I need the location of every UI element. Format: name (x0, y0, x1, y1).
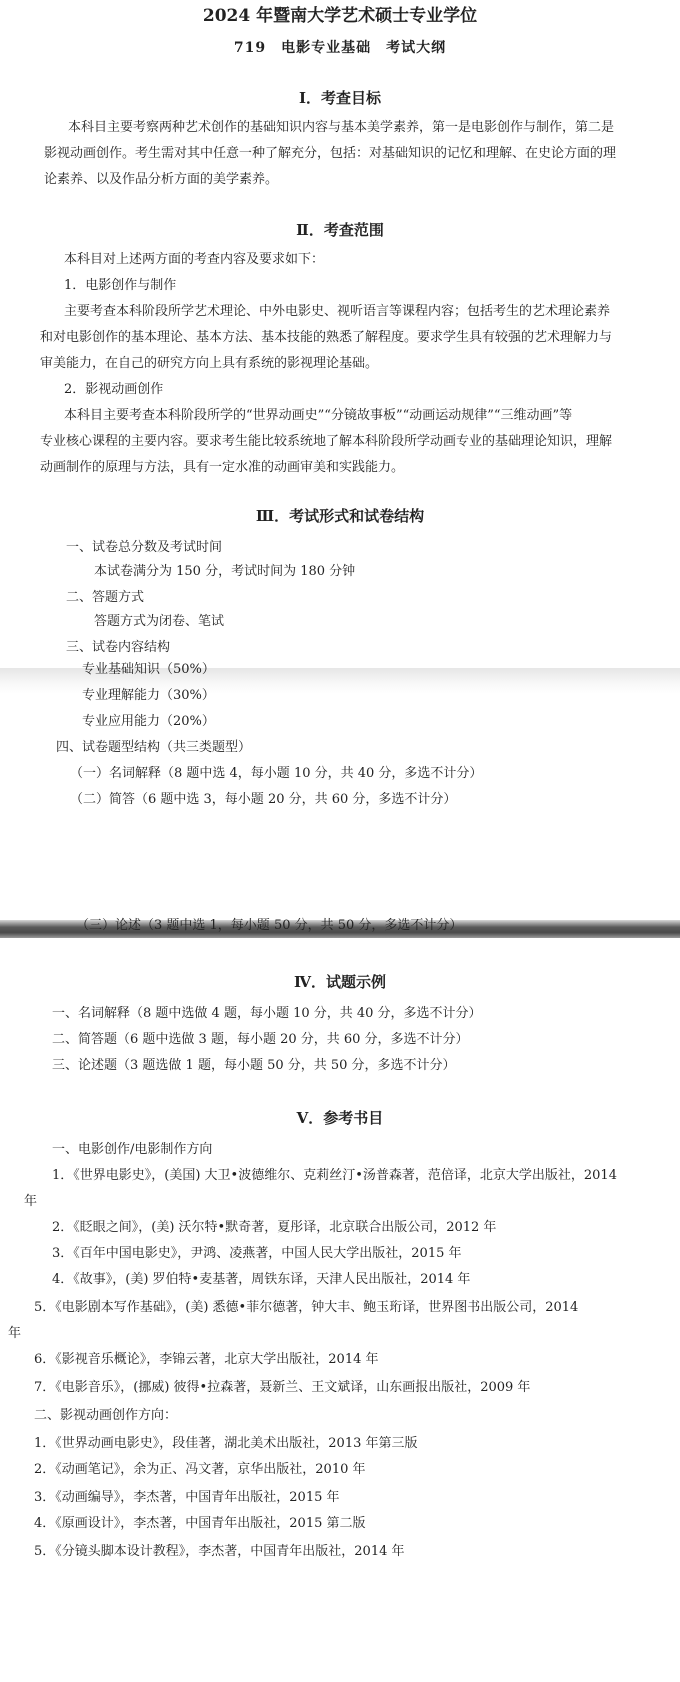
section-2-line: 动画制作的原理与方法，具有一定水准的动画审美和实践能力。 (40, 460, 405, 475)
section-2-line: 审美能力，在自己的研究方向上具有系统的影视理论基础。 (40, 356, 379, 371)
book-entry: 4．《原画设计》，李杰著，中国青年出版社，2015 第二版 (34, 1516, 366, 1531)
book-entry: 4．《故事》，(美) 罗伯特•麦基著，周铁东译，天津人民出版社，2014 年 (52, 1272, 471, 1287)
book-entry: 7．《电影音乐》，(挪威) 彼得•拉森著，聂新兰、王文斌译，山东画报出版社，2009 年 (34, 1380, 531, 1395)
section-3-subheading: 三、试卷内容结构 (66, 640, 171, 655)
section-1-line: 本科目主要考察两种艺术创作的基础知识内容与基本美学素养，第一是电影创作与制作，第二是 (68, 120, 615, 135)
section-3-text: 答题方式为闭卷、笔试 (94, 614, 225, 629)
book-entry: 6．《影视音乐概论》，李锦云著，北京大学出版社，2014 年 (34, 1352, 379, 1367)
sample-question-item: 二、简答题（6 题中选做 3 题，每小题 20 分，共 60 分，多选不计分） (52, 1032, 469, 1047)
section-1-heading: Ⅰ．考查目标 (298, 89, 382, 107)
book-entry-wrap: 年 (8, 1326, 22, 1341)
book-entry: 3．《百年中国电影史》，尹鸿、凌燕著，中国人民大学出版社，2015 年 (52, 1246, 462, 1261)
section-3-heading: Ⅲ．考试形式和试卷结构 (255, 507, 425, 525)
content-structure-item: 专业理解能力（30%） (82, 688, 215, 703)
question-type-item: （一）名词解释（8 题中选 4，每小题 10 分，共 40 分，多选不计分） (70, 766, 483, 781)
book-entry: 5．《分镜头脚本设计教程》，李杰著，中国青年出版社，2014 年 (34, 1544, 405, 1559)
section-3-subheading: 一、试卷总分数及考试时间 (66, 540, 223, 555)
section-1-line: 影视动画创作。考生需对其中任意一种了解充分，包括：对基础知识的记忆和理解、在史论方面的理 (44, 146, 617, 161)
book-category-title: 一、电影创作/电影制作方向 (52, 1142, 213, 1157)
document-title: 2024 年暨南大学艺术硕士专业学位 (202, 6, 478, 26)
section-2-line: 专业核心课程的主要内容。要求考生能比较系统地了解本科阶段所学动画专业的基础理论知识，理解 (40, 434, 613, 449)
section-2-intro: 本科目对上述两方面的考查内容及要求如下： (64, 252, 325, 267)
book-entry: 1．《世界动画电影史》，段佳著，湖北美术出版社，2013 年第三版 (34, 1436, 418, 1451)
book-entry: 1．《世界电影史》，(美国) 大卫•波德维尔、克莉丝汀•汤普森著，范倍译，北京大学出版社，2014 (52, 1168, 617, 1183)
question-type-item: （三）论述（3 题中选 1，每小题 50 分，共 50 分，多选不计分） (76, 918, 463, 933)
content-structure-item: 专业应用能力（20%） (82, 714, 215, 729)
book-entry: 3．《动画编导》，李杰著，中国青年出版社，2015 年 (34, 1490, 340, 1505)
section-1-line: 论素养、以及作品分析方面的美学素养。 (44, 172, 279, 187)
book-entry-wrap: 年 (24, 1194, 38, 1209)
section-3-text: 本试卷满分为 150 分，考试时间为 180 分钟 (94, 564, 356, 579)
section-3-subheading: 四、试卷题型结构（共三类题型） (56, 740, 252, 755)
content-structure-item: 专业基础知识（50%） (82, 662, 215, 677)
sample-question-item: 一、名词解释（8 题中选做 4 题，每小题 10 分，共 40 分，多选不计分） (52, 1006, 482, 1021)
section-2-item-title: 1．电影创作与制作 (64, 278, 177, 293)
document-subtitle: 719 电影专业基础 考试大纲 (233, 40, 447, 56)
section-2-item-title: 2．影视动画创作 (64, 382, 164, 397)
book-entry: 2．《动画笔记》，余为正、冯文著，京华出版社，2010 年 (34, 1462, 366, 1477)
section-2-line: 和对电影创作的基本理论、基本方法、基本技能的熟悉了解程度。要求学生具有较强的艺术理解力与 (40, 330, 613, 345)
section-5-heading: Ⅴ．参考书目 (296, 1109, 384, 1127)
section-3-subheading: 二、答题方式 (66, 590, 145, 605)
sample-question-item: 三、论述题（3 题选做 1 题，每小题 50 分，共 50 分，多选不计分） (52, 1058, 456, 1073)
book-category-title: 二、影视动画创作方向： (34, 1408, 178, 1423)
question-type-item: （二）简答（6 题中选 3，每小题 20 分，共 60 分，多选不计分） (70, 792, 457, 807)
section-2-line: 本科目主要考查本科阶段所学的“世界动画史”“分镜故事板”“动画运动规律”“三维动画”等 (64, 408, 573, 423)
section-2-line: 主要考查本科阶段所学艺术理论、中外电影史、视听语言等课程内容；包括考生的艺术理论素养 (64, 304, 611, 319)
book-entry: 5．《电影剧本写作基础》，(美) 悉德•菲尔德著，钟大丰、鲍玉珩译，世界图书出版公司，2014 (34, 1300, 579, 1315)
section-2-heading: Ⅱ．考查范围 (296, 221, 384, 239)
section-4-heading: Ⅳ．试题示例 (293, 973, 387, 991)
book-entry: 2．《眨眼之间》，(美) 沃尔特•默奇著，夏彤译，北京联合出版公司，2012 年 (52, 1220, 497, 1235)
